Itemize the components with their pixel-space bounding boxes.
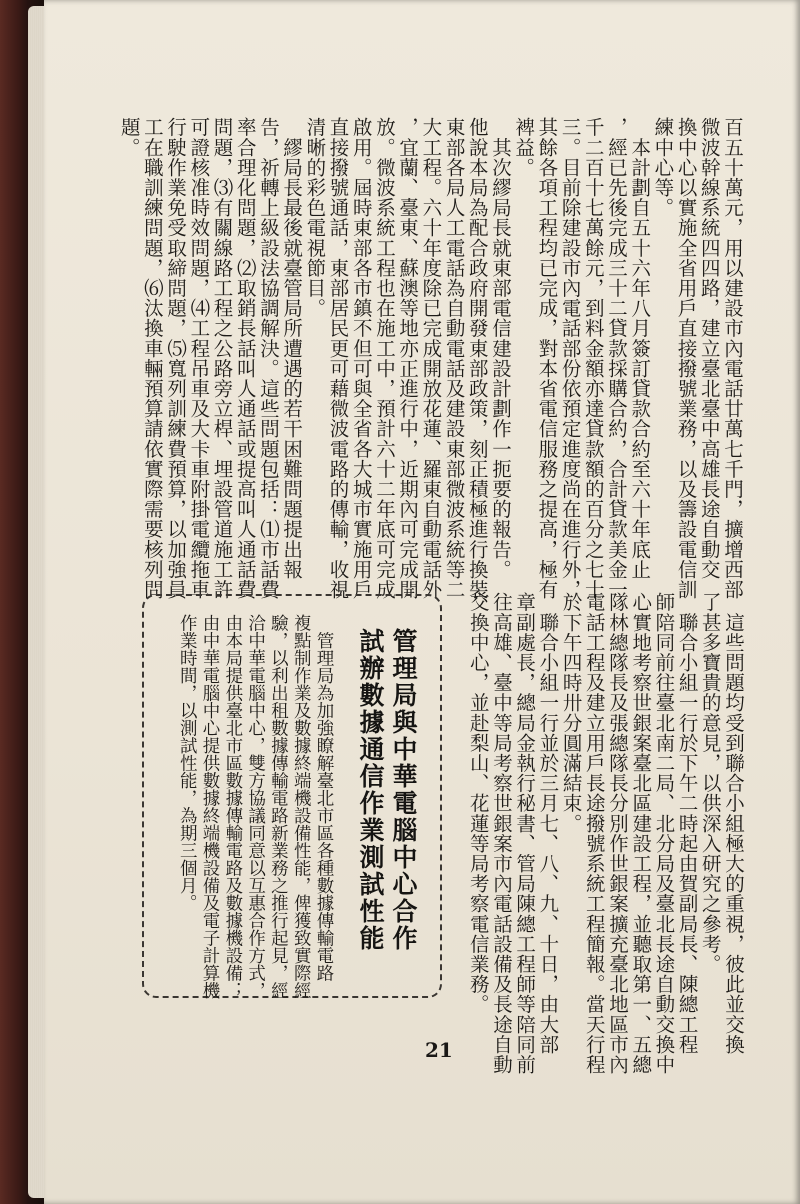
sidebar-box-title: 管理局與中華電腦中心合作 試辦數據通信作業測試性能 [356, 628, 418, 952]
article-upper-text: 百五十萬元，用以建設市內電話廿萬七千門，擴增西部 微波幹線系統四四路，建立臺北臺中高雄長途自動交 換中心以實施全省用戶直接撥號業務，以及籌設電信訓 練中心等。 本計劃自五十六年八月簽訂貸款合約至六十年底止 ，經已先後完成三十二貸款採購合約，合計貸款美金一 千二百十七萬餘元，到料金額亦達貸款額的百分之七十 三。目前除建設市內電話部份依預定進度尚在進行外， 其餘各項工程均已完成，對本省電信服務之提高，極有 裨益。 其次繆局長就東部電信建設計劃作一扼要的報告。 他說本局為配合政府開發東部政策，刻正積極進行換裝 東部各局人工電話為自動電話及建設東部微波系統等二 大工程。六十年度除已完成開放花蓮、羅東自動電話外 ，宜蘭、臺東、蘇澳等地亦正進行中，近期內可完成開 放。微波系統工程也在施工中，預計六十二年底可完成 啟用。屆時東部各市鎮不但可與全省各大城市實施用戶 直接撥號通話，東部居民更可藉微波電路的傳輸，收視 清晰的彩色電視節目。 繆局長最後就臺管局所遭遇的若干困難問題提出報 告，祈轉上級設法協調解決。這些問題包括：⑴市話費 率合理化問題，⑵取銷長話叫人通話或提高叫人通話費 問題，⑶有關線路工程之公路旁立桿、埋設管道施工許 可證核准時效問題，⑷工程吊車及大卡車附掛電纜拖車 行駛作業免受取締問題，⑸寬列訓練費預算，以加強員 工在職訓練問題，⑹汰換車輛預算請依實際需要核列問 題。 [117, 117, 744, 600]
sidebar-box-body: 管理局為加強瞭解臺北市區各種數據傳輸電路 複點制作業及數據終端機設備性能，俾獲致實際經 驗，以利出租數據傳輸電路新業務之推行起見，經 洽中華電腦中心，雙方協議同意以互惠合作方式， 由本局提供臺北市區數據傳輸電路及數據機設備； 由中華電腦中心提供數據終端機設備及電子計算機 作業時間，以測試性能，為期三個月。 [177, 614, 334, 999]
page-number: 21 [425, 1038, 453, 1062]
article-lower-right-text: 這些問題均受到聯合小組極大的重視，彼此並交換 了甚多寶貴的意見，以供深入研究之參考。 聯合小組一行於下午二時起由賀副局長、陳總工程 師陪同前往臺北南二局、北分局及臺北長途自動交換中 心實地考察世銀案臺北區建設工程，並聽取第一、五總 隊林總隊長及張總隊長分別作世銀案擴充臺北地區市內 電話工程及建立用戶長途撥號系統工程簡報。當天行程 於下午四時卅分圓滿結束。 聯合小組一行並於三月七、八、九、十日，由大部 章副處長，總局金執行秘書、管局陳總工程師等陪同前 往高雄、臺中等局考察世銀案市內電話設備及長途自動 交換中心，並赴梨山、花蓮等局考察電信業務。 [466, 592, 745, 1075]
